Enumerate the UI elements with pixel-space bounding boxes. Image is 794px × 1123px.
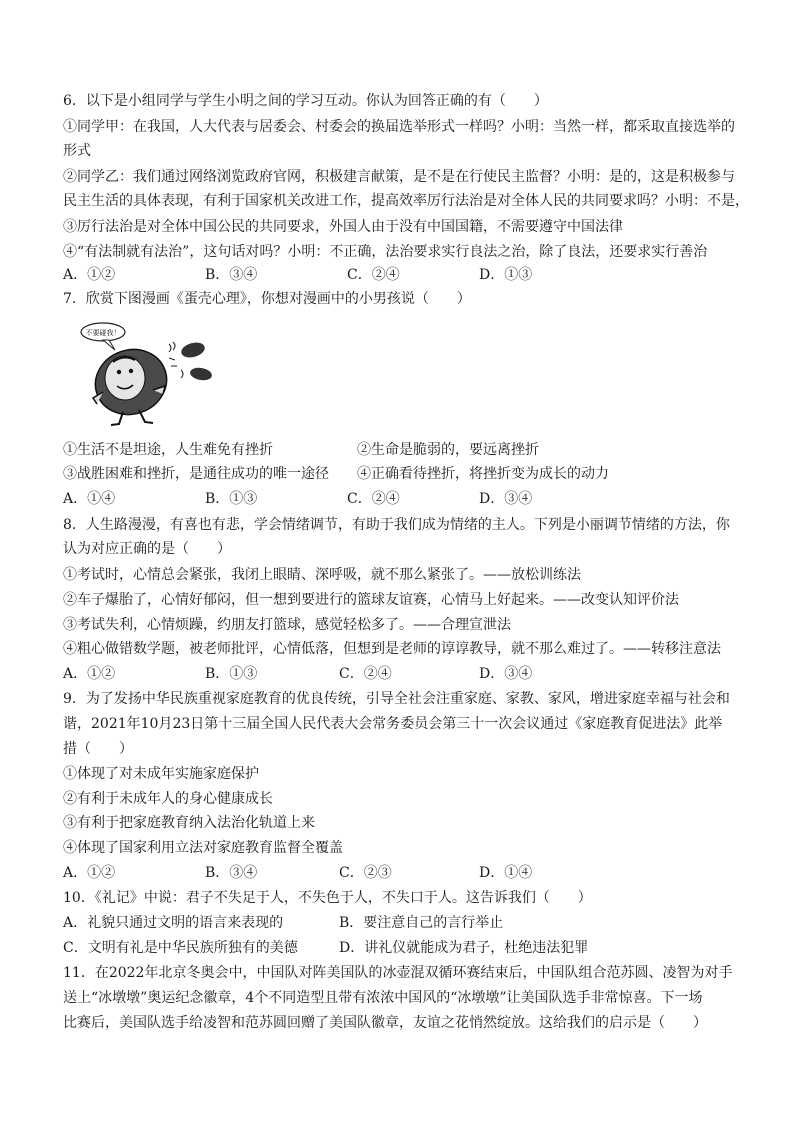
q6-option-a[interactable]: A．①②: [63, 267, 116, 283]
q7-option-d[interactable]: D．③④: [479, 491, 533, 507]
q11-stem: 11．在2022年北京冬奥会中，中国队对阵美国队的冰壶混双循环赛结束后，中国队组合范苏圆、凌智为对手: [63, 965, 733, 981]
q10-option-a[interactable]: A．礼貌只通过文明的语言来表现的: [63, 915, 284, 931]
q8-option-a[interactable]: A．①②: [63, 666, 116, 682]
q8-option-c[interactable]: C．②④: [339, 666, 392, 682]
comic-caption: 不要碰我！: [85, 329, 121, 337]
q11-stem-cont-2: 比赛后，美国队选手给凌智和范苏圆回赠了美国队徽章，友谊之花悄然绽放。这给我们的启示是（ ）: [63, 1015, 707, 1031]
q7-statement-4: ④正确看待挫折，将挫折变为成长的动力: [357, 466, 609, 482]
q8-stem: 8．人生路漫漫，有喜也有悲，学会情绪调节，有助于我们成为情绪的主人。下列是小丽调节情绪的方法，你: [63, 517, 730, 533]
q9-option-d[interactable]: D．①④: [479, 865, 533, 881]
q9-statement-3: ③有利于把家庭教育纳入法治化轨道上来: [63, 815, 315, 831]
q7-statement-3: ③战胜困难和挫折，是通往成功的唯一途径: [63, 466, 329, 482]
q7-option-c[interactable]: C．②④: [347, 491, 400, 507]
q7-option-b[interactable]: B．①③: [205, 491, 258, 507]
q9-option-c[interactable]: C．②③: [339, 865, 392, 881]
q10-option-b[interactable]: B．要注意自己的言行举止: [339, 915, 504, 931]
q6-option-b[interactable]: B．③④: [205, 267, 258, 283]
q10-option-d[interactable]: D．讲礼仪就能成为君子，杜绝违法犯罪: [339, 940, 589, 956]
q6-statement-1: ①同学甲：在我国，人大代表与居委会、村委会的换届选举形式一样吗？小明：当然一样，都采取直接选举的: [63, 119, 735, 135]
q8-statement-2: ②车子爆胎了，心情好郁闷，但一想到要进行的篮球友谊赛，心情马上好起来。——改变认知评价法: [63, 592, 679, 608]
q8-statement-3: ③考试失利，心情烦躁，约朋友打篮球，感觉轻松多了。——合理宣泄法: [63, 617, 511, 633]
q7-option-a[interactable]: A．①④: [63, 491, 116, 507]
q9-stem: 9．为了发扬中华民族重视家庭教育的优良传统，引导全社会注重家庭、家教、家风，增进家庭幸福与社会和: [63, 691, 730, 707]
q7-statement-1: ①生活不是坦途，人生难免有挫折: [63, 442, 273, 458]
q9-stem-cont-2: 措（ ）: [63, 741, 133, 757]
q6-statement-4: ④“有法制就有法治”，这句话对吗？小明：不正确，法治要求实行良法之治，除了良法，还要求实行善治: [63, 244, 708, 260]
q7-statement-2: ②生命是脆弱的，要远离挫折: [357, 442, 539, 458]
q6-option-c[interactable]: C．②④: [347, 267, 400, 283]
q8-statement-4: ④粗心做错数学题，被老师批评，心情低落，但想到是老师的谆谆教导，就不那么难过了。——转移注意法: [63, 641, 721, 657]
comic-eggshell-psychology: [73, 320, 213, 427]
q6-statement-3: ③厉行法治是对全体中国公民的共同要求，外国人由于没有中国国籍，不需要遵守中国法律: [63, 219, 623, 235]
q8-option-b[interactable]: B．①③: [205, 666, 258, 682]
q8-option-d[interactable]: D．③④: [479, 666, 533, 682]
q7-stem: 7．欣赏下图漫画《蛋壳心理》，你想对漫画中的小男孩说（ ）: [63, 291, 471, 307]
q6-option-d[interactable]: D．①③: [479, 267, 533, 283]
q6-statement-2: ②同学乙：我们通过网络浏览政府官网，积极建言献策，是不是在行使民主监督？小明：是的，这是积极参与: [63, 169, 735, 185]
q8-statement-1: ①考试时，心情总会紧张，我闭上眼睛、深呼吸，就不那么紧张了。——放松训练法: [63, 567, 581, 583]
q9-statement-1: ①体现了对未成年实施家庭保护: [63, 766, 259, 782]
q8-stem-cont: 认为对应正确的是（ ）: [63, 541, 231, 557]
q6-statement-1-cont: 形式: [63, 143, 91, 159]
q10-option-c[interactable]: C．文明有礼是中华民族所独有的美德: [63, 940, 298, 956]
q6-stem: 6．以下是小组同学与学生小明之间的学习互动。你认为回答正确的有（ ）: [63, 93, 548, 109]
q9-option-b[interactable]: B．③④: [205, 865, 258, 881]
q11-stem-cont: 送上“冰墩墩”奥运纪念徽章，4个不同造型且带有浓浓中国风的“冰墩墩”让美国队选手非常惊喜。下一场: [63, 990, 703, 1006]
q6-statement-2-cont: 民主生活的具体表现，有利于国家机关改进工作，提高效率厉行法治是对全体人民的共同要求吗？小明：不是，: [63, 193, 749, 209]
q9-statement-4: ④体现了国家利用立法对家庭教育监督全覆盖: [63, 840, 343, 856]
q9-statement-2: ②有利于未成年人的身心健康成长: [63, 791, 273, 807]
q9-stem-cont: 谐，2021年10月23日第十三届全国人民代表大会常务委员会第三十一次会议通过《家庭教育促进法》此举: [63, 716, 723, 732]
q9-option-a[interactable]: A．①②: [63, 865, 116, 881]
q10-stem: 10．《礼记》中说：君子不失足于人，不失色于人，不失口于人。这告诉我们（ ）: [63, 890, 592, 906]
